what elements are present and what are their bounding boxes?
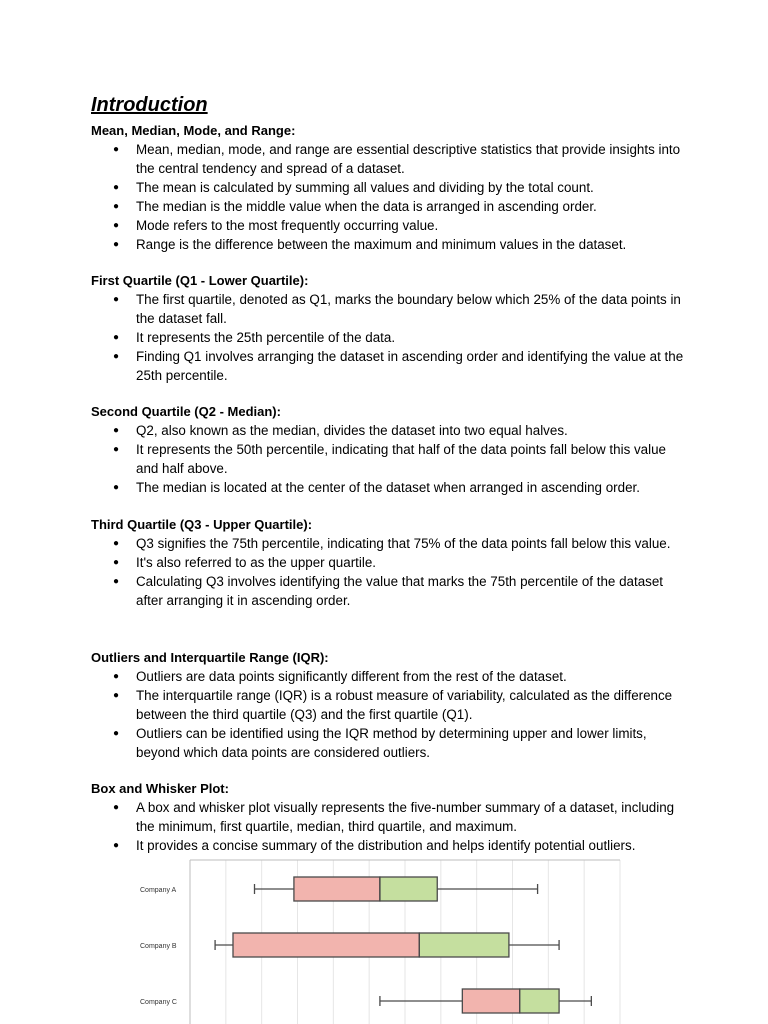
box-whisker-chart [0, 855, 768, 1024]
list-item: ● Outliers are data points significantly different from the rest of the dataset. [91, 667, 686, 686]
bullet-list [91, 534, 691, 610]
section-third-quartile [91, 515, 691, 610]
category-label: Company B [140, 943, 177, 950]
list-item: ● The median is the middle value when the data is arranged in ascending order. [91, 197, 686, 216]
list-item: ● Outliers can be identified using the IQR method by determining upper and lower limits, beyond which data points are considered outliers. [91, 724, 686, 762]
section-heading: Box and Whisker Plot: [91, 781, 229, 796]
document-title: Introduction [91, 94, 208, 116]
section-first-quartile [91, 271, 691, 385]
boxplot-svg [0, 855, 768, 1024]
section-second-quartile [91, 402, 691, 497]
list-item: ● Q2, also known as the median, divides the dataset into two equal halves. [91, 421, 686, 440]
section-mean-median-mode-range [91, 121, 691, 254]
list-item: ● It represents the 25th percentile of the data. [91, 328, 686, 347]
section-outliers-iqr [91, 648, 691, 762]
box-lower-half [294, 877, 380, 901]
list-item: ● Mean, median, mode, and range are essential descriptive statistics that provide insights into the central tendency and spread of a dataset. [91, 140, 686, 178]
list-item: ● The first quartile, denoted as Q1, marks the boundary below which 25% of the data points in the dataset fall. [91, 290, 686, 328]
box-lower-half [462, 989, 519, 1013]
bullet-list [91, 667, 691, 762]
box-upper-half [380, 877, 437, 901]
bullet-list [91, 140, 691, 254]
section-heading: First Quartile (Q1 - Lower Quartile): [91, 273, 309, 288]
section-box-whisker [91, 779, 691, 855]
list-item: ● The median is located at the center of the dataset when arranged in ascending order. [91, 478, 686, 497]
section-heading: Outliers and Interquartile Range (IQR): [91, 650, 329, 665]
bullet-list [91, 290, 691, 385]
list-item: ● Calculating Q3 involves identifying the value that marks the 75th percentile of the dataset after arranging it in ascending order. [91, 572, 686, 610]
box-lower-half [233, 933, 419, 957]
box-upper-half [520, 989, 559, 1013]
list-item: ● Finding Q1 involves arranging the dataset in ascending order and identifying the value at the 25th percentile. [91, 347, 686, 385]
section-heading: Mean, Median, Mode, and Range: [91, 123, 296, 138]
list-item: ● Q3 signifies the 75th percentile, indicating that 75% of the data points fall below this value. [91, 534, 686, 553]
section-heading: Second Quartile (Q2 - Median): [91, 404, 281, 419]
list-item: ● Range is the difference between the maximum and minimum values in the dataset. [91, 235, 686, 254]
list-item: ● A box and whisker plot visually represents the five-number summary of a dataset, including the minimum, first quartile, median, third quartile, and maximum. [91, 798, 686, 836]
list-item: ● The mean is calculated by summing all values and dividing by the total count. [91, 178, 686, 197]
section-heading: Third Quartile (Q3 - Upper Quartile): [91, 517, 313, 532]
category-label: Company C [140, 999, 177, 1006]
bullet-list [91, 798, 691, 855]
list-item: ● It's also referred to as the upper quartile. [91, 553, 686, 572]
list-item: ● It provides a concise summary of the distribution and helps identify potential outliers. [91, 836, 686, 855]
list-item: ● Mode refers to the most frequently occurring value. [91, 216, 686, 235]
bullet-list [91, 421, 691, 497]
category-label: Company A [140, 887, 177, 894]
box-upper-half [419, 933, 509, 957]
list-item: ● The interquartile range (IQR) is a robust measure of variability, calculated as the difference between the third quartile (Q3) and the first quartile (Q1). [91, 686, 686, 724]
list-item: ● It represents the 50th percentile, indicating that half of the data points fall below this value and half above. [91, 440, 686, 478]
